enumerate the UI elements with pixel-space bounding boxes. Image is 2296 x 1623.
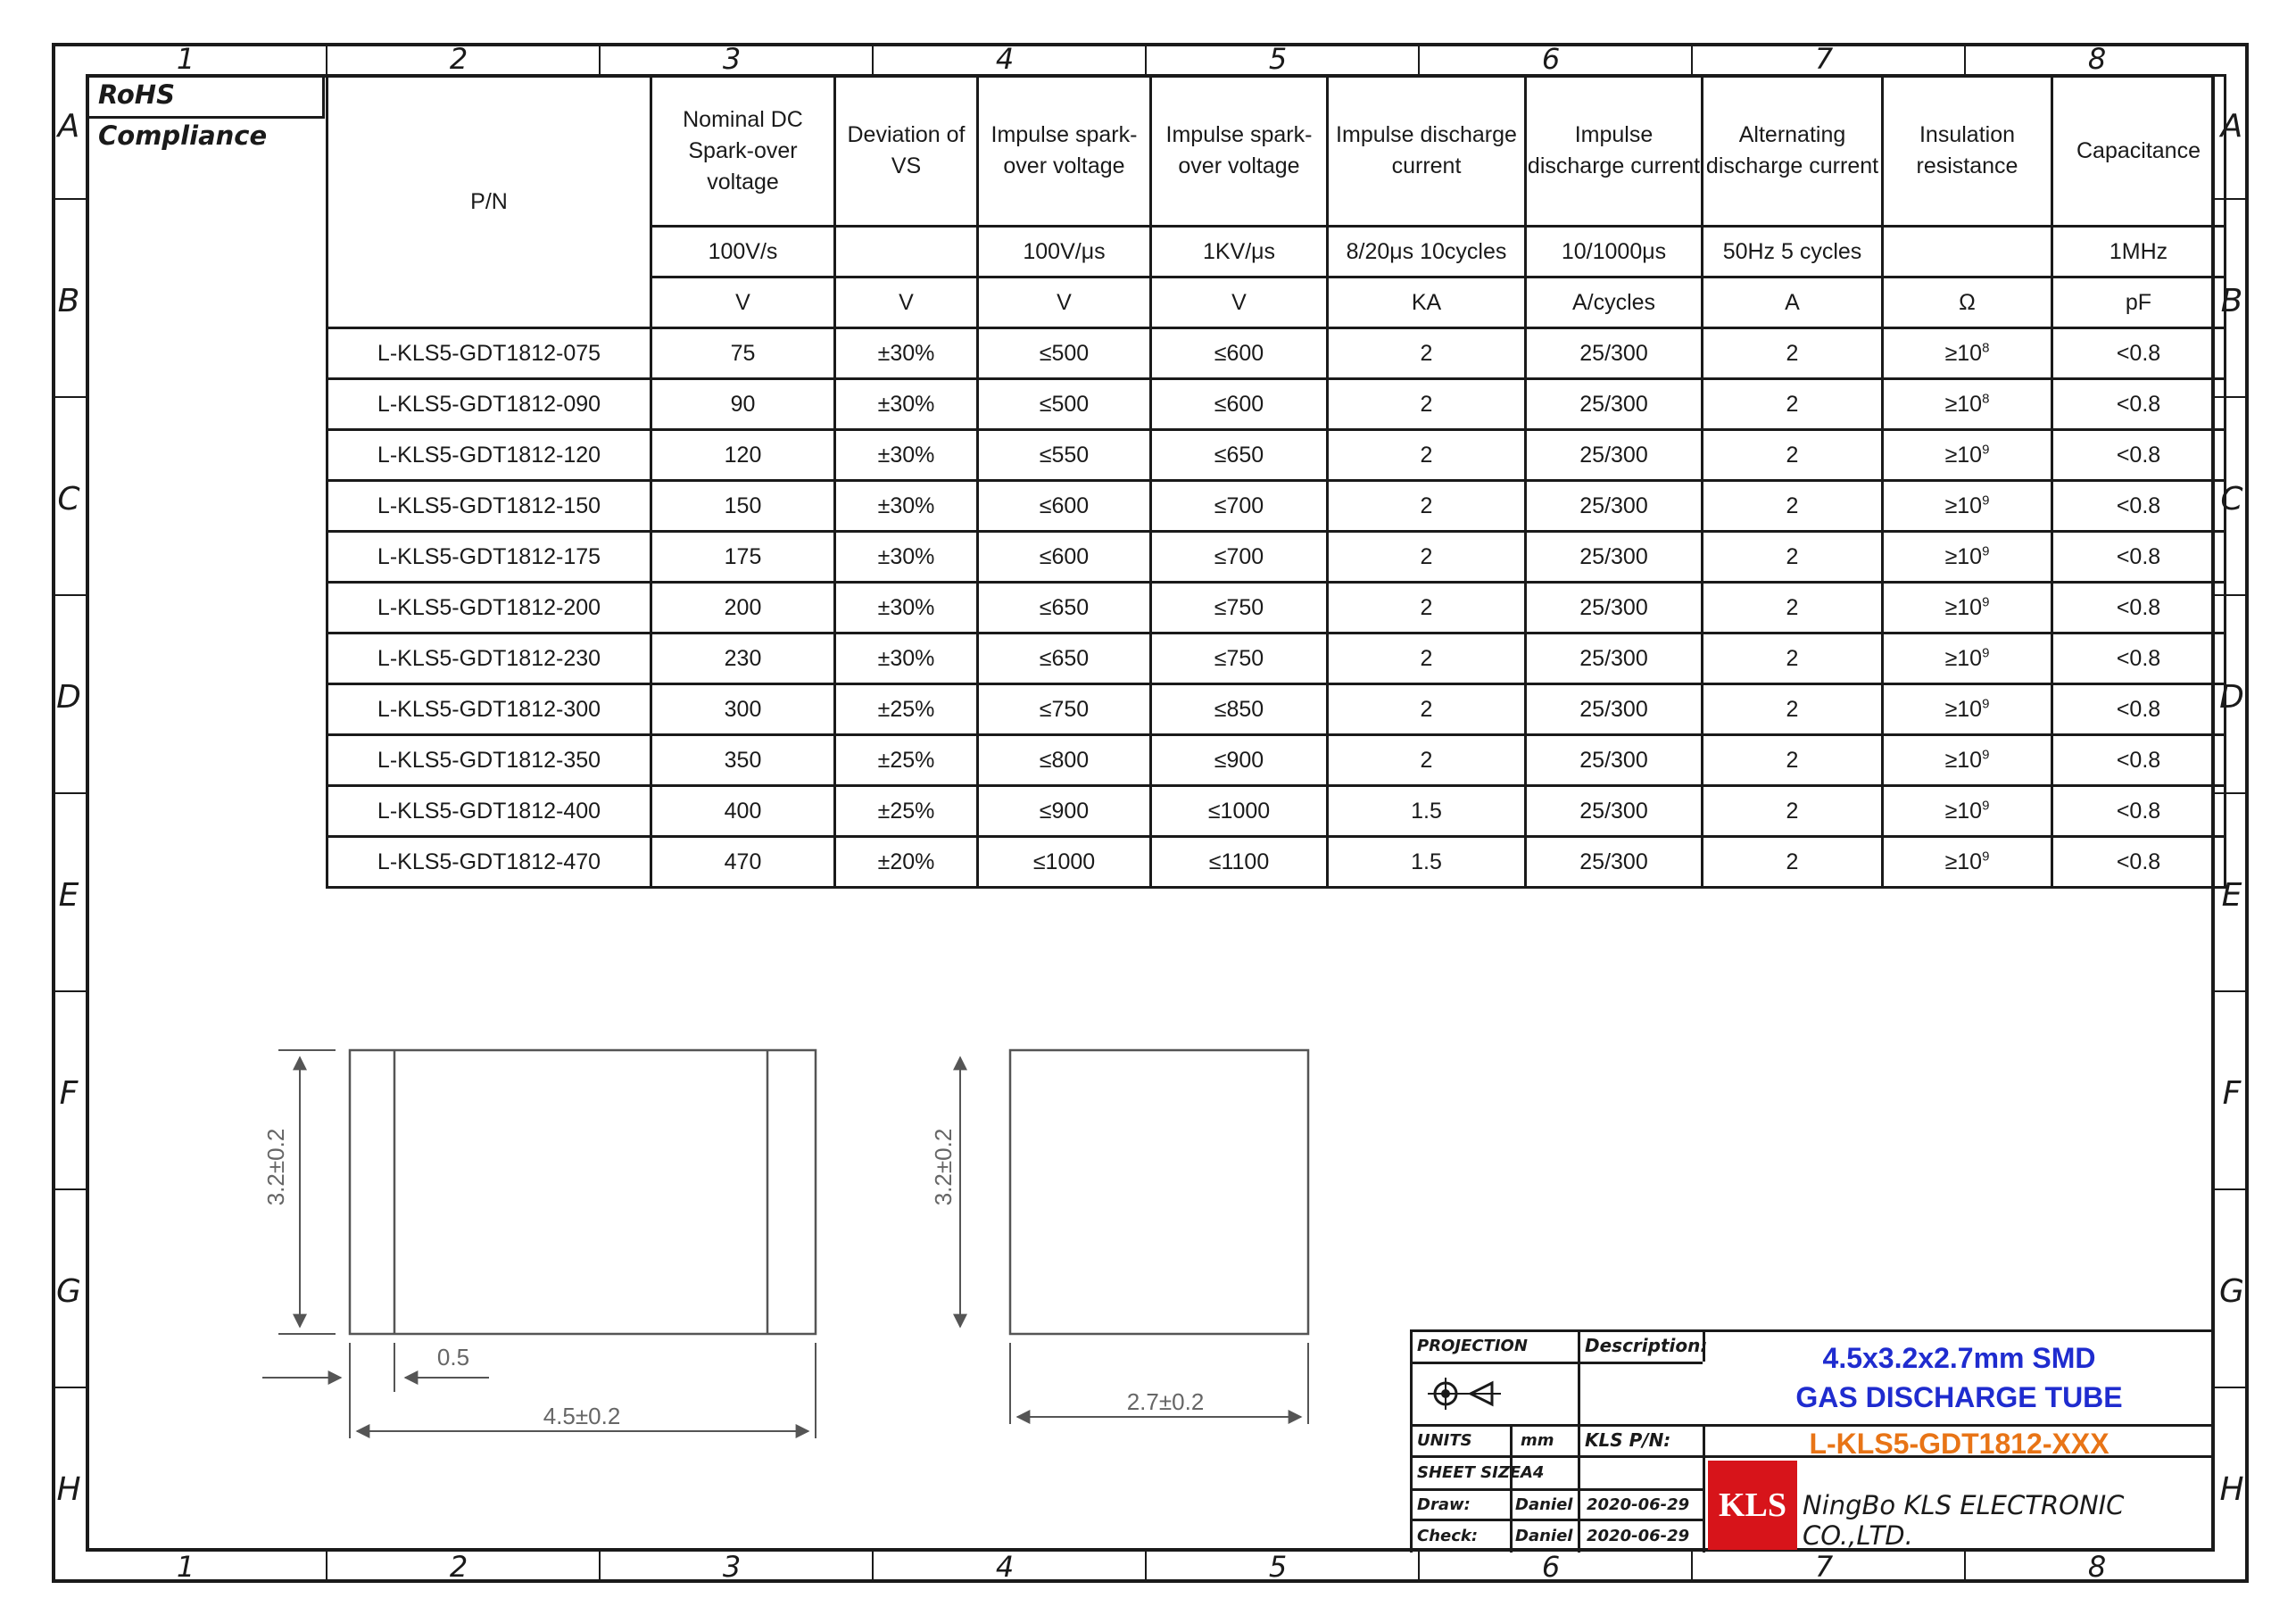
insulation-exponent: 9 bbox=[1982, 798, 1990, 814]
capacitance-cell: <0.8 bbox=[2052, 583, 2226, 633]
condition-cell: 1KV/μs bbox=[1151, 227, 1328, 277]
impulse-spark-100v-cell: ≤1000 bbox=[978, 837, 1151, 888]
tb-line bbox=[1410, 1424, 2213, 1427]
vdc-cell: 400 bbox=[651, 786, 835, 837]
pn-cell: L-KLS5-GDT1812-175 bbox=[327, 532, 651, 583]
alternating-cell: 2 bbox=[1703, 633, 1883, 684]
vdc-cell: 90 bbox=[651, 379, 835, 430]
deviation-cell: ±30% bbox=[835, 430, 978, 481]
projection-label: PROJECTION bbox=[1417, 1337, 1528, 1355]
impulse-discharge-ka-cell: 2 bbox=[1328, 430, 1526, 481]
kls-pn-value: L-KLS5-GDT1812-XXX bbox=[1809, 1428, 2110, 1460]
side-body-outline bbox=[1010, 1050, 1308, 1334]
title-block bbox=[1410, 1329, 2213, 1553]
impulse-discharge-ka-cell: 2 bbox=[1328, 583, 1526, 633]
insulation-base: ≥10 bbox=[1944, 747, 1983, 773]
capacitance-cell: <0.8 bbox=[2052, 430, 2226, 481]
sheet-size-label: SHEET SIZE bbox=[1417, 1463, 1521, 1482]
zone-col-5-top: 5 bbox=[1268, 42, 1288, 76]
vdc-cell: 470 bbox=[651, 837, 835, 888]
tb-line bbox=[1410, 1362, 1578, 1364]
insulation-base: ≥10 bbox=[1944, 696, 1983, 722]
insulation-base: ≥10 bbox=[1944, 340, 1983, 366]
header-capacitance: Capacitance bbox=[2052, 76, 2226, 227]
zone-row-a-right: A bbox=[2220, 108, 2243, 145]
impulse-spark-1kv-cell: ≤1000 bbox=[1151, 786, 1328, 837]
impulse-spark-1kv-cell: ≤700 bbox=[1151, 481, 1328, 532]
condition-cell: 1MHz bbox=[2052, 227, 2226, 277]
condition-cell: 8/20μs 10cycles bbox=[1328, 227, 1526, 277]
header-nominal-dc: Nominal DC Spark-over voltage bbox=[651, 76, 835, 227]
zone-row-a-left: A bbox=[57, 108, 80, 145]
zone-row-e-left: E bbox=[58, 877, 79, 914]
description-line-2: GAS DISCHARGE TUBE bbox=[1795, 1381, 2123, 1413]
insulation-base: ≥10 bbox=[1944, 493, 1983, 518]
zone-col-6-top: 6 bbox=[1541, 42, 1561, 76]
tb-line bbox=[1410, 1455, 1703, 1458]
unit-cell: V bbox=[978, 277, 1151, 328]
vdc-cell: 75 bbox=[651, 328, 835, 379]
kls-pn-label: KLS P/N: bbox=[1585, 1429, 1671, 1451]
impulse-spark-100v-cell: ≤650 bbox=[978, 633, 1151, 684]
units-value: mm bbox=[1521, 1431, 1554, 1450]
condition-cell: 100V/s bbox=[651, 227, 835, 277]
vdc-cell: 150 bbox=[651, 481, 835, 532]
capacitance-cell: <0.8 bbox=[2052, 786, 2226, 837]
impulse-spark-1kv-cell: ≤850 bbox=[1151, 684, 1328, 735]
deviation-cell: ±25% bbox=[835, 786, 978, 837]
description-label: Description: bbox=[1585, 1335, 1708, 1356]
insulation-exponent: 9 bbox=[1982, 594, 1990, 610]
impulse-discharge-cycles-cell: 25/300 bbox=[1526, 379, 1703, 430]
pn-cell: L-KLS5-GDT1812-470 bbox=[327, 837, 651, 888]
insulation-exponent: 9 bbox=[1982, 493, 1990, 509]
company-name: NingBo KLS ELECTRONIC CO.,LTD. bbox=[1803, 1490, 2125, 1551]
zone-row-c-right: C bbox=[2220, 481, 2243, 518]
front-width-label: 4.5±0.2 bbox=[543, 1403, 621, 1429]
capacitance-cell: <0.8 bbox=[2052, 481, 2226, 532]
alternating-cell: 2 bbox=[1703, 583, 1883, 633]
tb-line bbox=[1410, 1329, 2213, 1332]
alternating-cell: 2 bbox=[1703, 328, 1883, 379]
alternating-cell: 2 bbox=[1703, 684, 1883, 735]
zone-row-e-right: E bbox=[2221, 877, 2242, 914]
insulation-exponent: 9 bbox=[1982, 696, 1990, 712]
deviation-cell: ±25% bbox=[835, 684, 978, 735]
insulation-exponent: 9 bbox=[1982, 543, 1990, 559]
header-impulse-spark-1: Impulse spark-over voltage bbox=[978, 76, 1151, 227]
zone-row-b-left: B bbox=[57, 283, 80, 319]
alternating-cell: 2 bbox=[1703, 735, 1883, 786]
impulse-discharge-cycles-cell: 25/300 bbox=[1526, 633, 1703, 684]
condition-cell: 10/1000μs bbox=[1526, 227, 1703, 277]
impulse-spark-1kv-cell: ≤1100 bbox=[1151, 837, 1328, 888]
impulse-spark-100v-cell: ≤600 bbox=[978, 481, 1151, 532]
pn-cell: L-KLS5-GDT1812-090 bbox=[327, 379, 651, 430]
impulse-discharge-ka-cell: 1.5 bbox=[1328, 837, 1526, 888]
zone-row-c-left: C bbox=[57, 481, 80, 518]
impulse-discharge-cycles-cell: 25/300 bbox=[1526, 735, 1703, 786]
impulse-discharge-cycles-cell: 25/300 bbox=[1526, 583, 1703, 633]
alternating-cell: 2 bbox=[1703, 837, 1883, 888]
front-view bbox=[262, 1050, 816, 1438]
pn-cell: L-KLS5-GDT1812-300 bbox=[327, 684, 651, 735]
impulse-discharge-cycles-cell: 25/300 bbox=[1526, 684, 1703, 735]
capacitance-cell: <0.8 bbox=[2052, 532, 2226, 583]
zone-col-6-bottom: 6 bbox=[1541, 1550, 1561, 1584]
zone-row-d-left: D bbox=[56, 679, 81, 716]
impulse-spark-100v-cell: ≤800 bbox=[978, 735, 1151, 786]
impulse-spark-100v-cell: ≤550 bbox=[978, 430, 1151, 481]
zone-col-4-bottom: 4 bbox=[995, 1550, 1015, 1584]
pn-cell: L-KLS5-GDT1812-150 bbox=[327, 481, 651, 532]
alternating-cell: 2 bbox=[1703, 481, 1883, 532]
alternating-cell: 2 bbox=[1703, 430, 1883, 481]
insulation-base: ≥10 bbox=[1944, 442, 1983, 468]
header-impulse-discharge-1: Impulse discharge current bbox=[1328, 76, 1526, 227]
impulse-spark-1kv-cell: ≤700 bbox=[1151, 532, 1328, 583]
deviation-cell: ±30% bbox=[835, 328, 978, 379]
impulse-spark-1kv-cell: ≤600 bbox=[1151, 379, 1328, 430]
zone-col-7-bottom: 7 bbox=[1814, 1550, 1834, 1584]
draw-name: Daniel bbox=[1515, 1495, 1573, 1514]
impulse-spark-100v-cell: ≤600 bbox=[978, 532, 1151, 583]
vdc-cell: 200 bbox=[651, 583, 835, 633]
rohs-compliance-label: RoHS Compliance bbox=[86, 74, 325, 119]
insulation-base: ≥10 bbox=[1944, 594, 1983, 620]
terminal-width-label: 0.5 bbox=[436, 1344, 470, 1370]
capacitance-cell: <0.8 bbox=[2052, 837, 2226, 888]
description-line-1: 4.5x3.2x2.7mm SMD bbox=[1822, 1342, 2096, 1374]
unit-cell: KA bbox=[1328, 277, 1526, 328]
zone-col-8-bottom: 8 bbox=[2087, 1550, 2107, 1584]
impulse-spark-100v-cell: ≤900 bbox=[978, 786, 1151, 837]
zone-row-f-left: F bbox=[59, 1075, 79, 1112]
draw-date: 2020-06-29 bbox=[1587, 1495, 1690, 1514]
impulse-discharge-ka-cell: 2 bbox=[1328, 532, 1526, 583]
header-impulse-discharge-2: Impulse discharge current bbox=[1526, 76, 1703, 227]
zone-row-g-left: G bbox=[56, 1273, 81, 1310]
vdc-cell: 120 bbox=[651, 430, 835, 481]
vdc-cell: 175 bbox=[651, 532, 835, 583]
deviation-cell: ±25% bbox=[835, 735, 978, 786]
projection-symbol-icon bbox=[1428, 1374, 1517, 1413]
pn-cell: L-KLS5-GDT1812-200 bbox=[327, 583, 651, 633]
condition-cell: 100V/μs bbox=[978, 227, 1151, 277]
pn-cell: L-KLS5-GDT1812-075 bbox=[327, 328, 651, 379]
capacitance-cell: <0.8 bbox=[2052, 633, 2226, 684]
alternating-cell: 2 bbox=[1703, 786, 1883, 837]
draw-label: Draw: bbox=[1417, 1495, 1471, 1514]
impulse-discharge-cycles-cell: 25/300 bbox=[1526, 481, 1703, 532]
insulation-exponent: 9 bbox=[1982, 442, 1990, 458]
insulation-exponent: 8 bbox=[1982, 340, 1990, 356]
insulation-base: ≥10 bbox=[1944, 798, 1983, 824]
impulse-discharge-cycles-cell: 25/300 bbox=[1526, 786, 1703, 837]
check-date: 2020-06-29 bbox=[1587, 1527, 1690, 1545]
impulse-discharge-ka-cell: 2 bbox=[1328, 684, 1526, 735]
impulse-spark-1kv-cell: ≤900 bbox=[1151, 735, 1328, 786]
tb-line bbox=[1578, 1362, 1703, 1364]
insulation-base: ≥10 bbox=[1944, 391, 1983, 417]
impulse-discharge-cycles-cell: 25/300 bbox=[1526, 837, 1703, 888]
zone-col-7-top: 7 bbox=[1814, 42, 1834, 76]
zone-col-4-top: 4 bbox=[995, 42, 1015, 76]
front-body-outline bbox=[350, 1050, 816, 1334]
zone-row-b-right: B bbox=[2220, 283, 2243, 319]
impulse-discharge-ka-cell: 2 bbox=[1328, 328, 1526, 379]
header-pn: P/N bbox=[327, 76, 651, 328]
header-impulse-spark-2: Impulse spark-over voltage bbox=[1151, 76, 1328, 227]
kls-logo: KLS bbox=[1708, 1461, 1797, 1550]
capacitance-cell: <0.8 bbox=[2052, 684, 2226, 735]
capacitance-cell: <0.8 bbox=[2052, 328, 2226, 379]
zone-col-5-bottom: 5 bbox=[1268, 1550, 1288, 1584]
impulse-discharge-cycles-cell: 25/300 bbox=[1526, 328, 1703, 379]
impulse-spark-1kv-cell: ≤600 bbox=[1151, 328, 1328, 379]
tb-line bbox=[1410, 1488, 1703, 1491]
insulation-exponent: 9 bbox=[1982, 747, 1990, 763]
insulation-exponent: 8 bbox=[1982, 391, 1990, 407]
unit-cell: A bbox=[1703, 277, 1883, 328]
tb-line bbox=[1510, 1424, 1513, 1553]
zone-row-g-right: G bbox=[2219, 1273, 2244, 1310]
condition-cell: 50Hz 5 cycles bbox=[1703, 227, 1883, 277]
vdc-cell: 230 bbox=[651, 633, 835, 684]
zone-col-3-top: 3 bbox=[722, 42, 742, 76]
sheet-size-value: A4 bbox=[1521, 1463, 1545, 1482]
impulse-discharge-ka-cell: 2 bbox=[1328, 633, 1526, 684]
unit-cell: pF bbox=[2052, 277, 2226, 328]
unit-cell: V bbox=[835, 277, 978, 328]
pn-cell: L-KLS5-GDT1812-350 bbox=[327, 735, 651, 786]
check-name: Daniel bbox=[1515, 1527, 1573, 1545]
unit-cell: V bbox=[651, 277, 835, 328]
insulation-base: ≥10 bbox=[1944, 645, 1983, 671]
header-deviation: Deviation of VS bbox=[835, 76, 978, 227]
deviation-cell: ±30% bbox=[835, 481, 978, 532]
zone-col-2-top: 2 bbox=[449, 42, 468, 76]
impulse-spark-100v-cell: ≤650 bbox=[978, 583, 1151, 633]
impulse-discharge-cycles-cell: 25/300 bbox=[1526, 430, 1703, 481]
pn-cell: L-KLS5-GDT1812-230 bbox=[327, 633, 651, 684]
deviation-cell: ±30% bbox=[835, 583, 978, 633]
impulse-spark-1kv-cell: ≤750 bbox=[1151, 633, 1328, 684]
alternating-cell: 2 bbox=[1703, 379, 1883, 430]
insulation-base: ≥10 bbox=[1944, 849, 1983, 874]
capacitance-cell: <0.8 bbox=[2052, 735, 2226, 786]
zone-row-h-right: H bbox=[2219, 1471, 2244, 1508]
zone-row-h-left: H bbox=[56, 1471, 81, 1508]
deviation-cell: ±30% bbox=[835, 379, 978, 430]
check-label: Check: bbox=[1417, 1527, 1479, 1545]
impulse-discharge-ka-cell: 2 bbox=[1328, 379, 1526, 430]
impulse-spark-100v-cell: ≤500 bbox=[978, 379, 1151, 430]
header-alternating: Alternating discharge current bbox=[1703, 76, 1883, 227]
pn-cell: L-KLS5-GDT1812-120 bbox=[327, 430, 651, 481]
zone-col-1-top: 1 bbox=[176, 42, 195, 76]
insulation-exponent: 9 bbox=[1982, 849, 1990, 865]
zone-row-f-right: F bbox=[2222, 1075, 2242, 1112]
pn-cell: L-KLS5-GDT1812-400 bbox=[327, 786, 651, 837]
side-view bbox=[930, 1050, 1308, 1424]
side-width-label: 2.7±0.2 bbox=[1126, 1388, 1205, 1415]
units-label: UNITS bbox=[1417, 1431, 1472, 1450]
impulse-discharge-ka-cell: 2 bbox=[1328, 735, 1526, 786]
side-height-label: 3.2±0.2 bbox=[930, 1128, 957, 1206]
alternating-cell: 2 bbox=[1703, 532, 1883, 583]
deviation-cell: ±30% bbox=[835, 532, 978, 583]
impulse-discharge-ka-cell: 1.5 bbox=[1328, 786, 1526, 837]
deviation-cell: ±20% bbox=[835, 837, 978, 888]
capacitance-cell: <0.8 bbox=[2052, 379, 2226, 430]
impulse-spark-100v-cell: ≤500 bbox=[978, 328, 1151, 379]
impulse-discharge-cycles-cell: 25/300 bbox=[1526, 532, 1703, 583]
zone-row-d-right: D bbox=[2219, 679, 2244, 716]
header-insulation: Insulation resistance bbox=[1883, 76, 2052, 227]
impulse-spark-100v-cell: ≤750 bbox=[978, 684, 1151, 735]
front-height-label: 3.2±0.2 bbox=[262, 1128, 289, 1206]
zone-col-8-top: 8 bbox=[2087, 42, 2107, 76]
unit-cell: V bbox=[1151, 277, 1328, 328]
zone-col-2-bottom: 2 bbox=[449, 1550, 468, 1584]
vdc-cell: 300 bbox=[651, 684, 835, 735]
insulation-exponent: 9 bbox=[1982, 645, 1990, 661]
deviation-cell: ±30% bbox=[835, 633, 978, 684]
unit-cell: A/cycles bbox=[1526, 277, 1703, 328]
impulse-discharge-ka-cell: 2 bbox=[1328, 481, 1526, 532]
unit-cell: Ω bbox=[1883, 277, 2052, 328]
impulse-spark-1kv-cell: ≤650 bbox=[1151, 430, 1328, 481]
zone-col-3-bottom: 3 bbox=[722, 1550, 742, 1584]
impulse-spark-1kv-cell: ≤750 bbox=[1151, 583, 1328, 633]
insulation-base: ≥10 bbox=[1944, 543, 1983, 569]
vdc-cell: 350 bbox=[651, 735, 835, 786]
zone-col-1-bottom: 1 bbox=[176, 1550, 195, 1584]
tb-line bbox=[1410, 1519, 1703, 1521]
